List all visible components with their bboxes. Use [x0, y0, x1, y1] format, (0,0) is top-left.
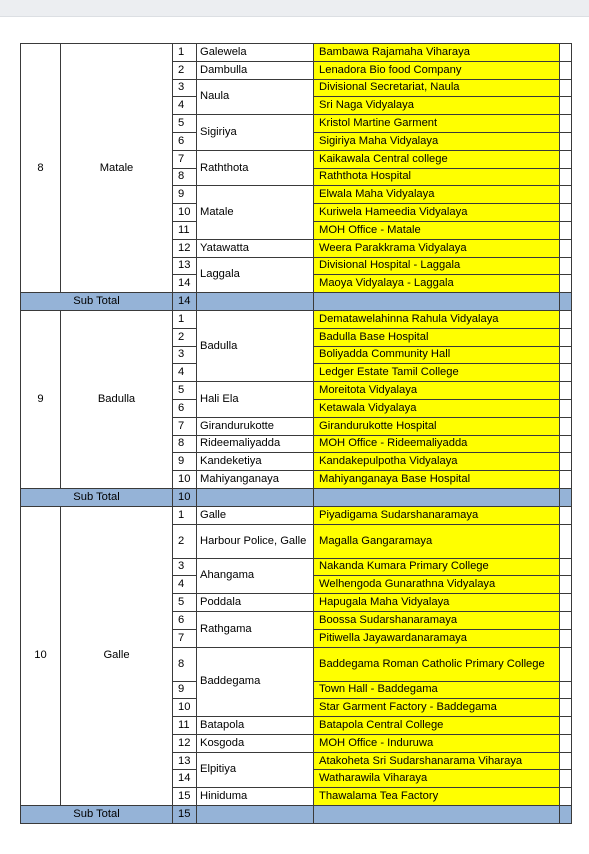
location-cell: Maoya Vidyalaya - Laggala [314, 275, 560, 293]
subtotal-blank-cell [560, 293, 572, 311]
location-cell: Piyadigama Sudarshanaramaya [314, 506, 560, 524]
site-number-cell: 9 [173, 453, 197, 471]
subtotal-value-cell: 15 [173, 806, 197, 824]
location-cell: Town Hall - Baddegama [314, 681, 560, 699]
location-cell: Elwala Maha Vidyalaya [314, 186, 560, 204]
site-number-cell: 3 [173, 558, 197, 576]
blank-cell [560, 61, 572, 79]
subtotal-value-cell: 10 [173, 488, 197, 506]
division-name-cell: Raththota [197, 150, 314, 186]
site-number-cell: 5 [173, 382, 197, 400]
blank-cell [560, 168, 572, 186]
division-name-cell: Badulla [197, 310, 314, 381]
location-cell: Batapola Central College [314, 717, 560, 735]
site-number-cell: 7 [173, 629, 197, 647]
location-cell: Divisional Secretariat, Naula [314, 79, 560, 97]
location-cell: Divisional Hospital - Laggala [314, 257, 560, 275]
blank-cell [560, 275, 572, 293]
blank-cell [560, 699, 572, 717]
blank-cell [560, 435, 572, 453]
location-cell: Hapugala Maha Vidyalaya [314, 594, 560, 612]
site-number-cell: 11 [173, 221, 197, 239]
table-body [21, 44, 572, 824]
division-name-cell: Mahiyanganaya [197, 471, 314, 489]
site-number-cell: 7 [173, 150, 197, 168]
location-cell: Raththota Hospital [314, 168, 560, 186]
subtotal-label-cell: Sub Total [21, 488, 173, 506]
site-number-cell: 9 [173, 681, 197, 699]
division-name-cell: Rathgama [197, 611, 314, 647]
division-name-cell: Rideemaliyadda [197, 435, 314, 453]
division-name-cell: Matale [197, 186, 314, 239]
location-cell: Ketawala Vidyalaya [314, 399, 560, 417]
district-name-cell: Galle [61, 506, 173, 805]
subtotal-blank-cell [197, 806, 314, 824]
location-cell: MOH Office - Matale [314, 221, 560, 239]
top-toolbar-strip [0, 0, 589, 17]
site-number-cell: 2 [173, 61, 197, 79]
blank-cell [560, 382, 572, 400]
site-number-cell: 11 [173, 717, 197, 735]
location-cell: Kristol Martine Garment [314, 115, 560, 133]
subtotal-label-cell: Sub Total [21, 806, 173, 824]
blank-cell [560, 611, 572, 629]
site-number-cell: 1 [173, 310, 197, 328]
division-name-cell: Galewela [197, 44, 314, 62]
blank-cell [560, 453, 572, 471]
location-cell: Thawalama Tea Factory [314, 788, 560, 806]
site-number-cell: 10 [173, 699, 197, 717]
site-number-cell: 5 [173, 594, 197, 612]
blank-cell [560, 524, 572, 558]
group-number-cell: 9 [21, 310, 61, 488]
subtotal-blank-cell [314, 293, 560, 311]
location-cell: Dematawelahinna Rahula Vidyalaya [314, 310, 560, 328]
site-number-cell: 12 [173, 239, 197, 257]
site-number-cell: 1 [173, 506, 197, 524]
site-number-cell: 8 [173, 647, 197, 681]
subtotal-blank-cell [314, 806, 560, 824]
division-name-cell: Naula [197, 79, 314, 115]
subtotal-row [21, 806, 572, 824]
blank-cell [560, 79, 572, 97]
blank-cell [560, 186, 572, 204]
subtotal-blank-cell [197, 488, 314, 506]
site-number-cell: 6 [173, 611, 197, 629]
location-cell: Lenadora Bio food Company [314, 61, 560, 79]
blank-cell [560, 681, 572, 699]
blank-cell [560, 471, 572, 489]
location-cell: Atakoheta Sri Sudarshanarama Viharaya [314, 752, 560, 770]
division-name-cell: Sigiriya [197, 115, 314, 151]
site-number-cell: 8 [173, 168, 197, 186]
division-name-cell: Baddegama [197, 647, 314, 717]
division-name-cell: Galle [197, 506, 314, 524]
subtotal-row [21, 488, 572, 506]
subtotal-blank-cell [560, 488, 572, 506]
blank-cell [560, 150, 572, 168]
division-name-cell: Dambulla [197, 61, 314, 79]
division-name-cell: Kosgoda [197, 734, 314, 752]
location-cell: Moreitota Vidyalaya [314, 382, 560, 400]
district-locations-table [20, 43, 572, 824]
location-cell: Baddegama Roman Catholic Primary College [314, 647, 560, 681]
location-cell: Kandakepulpotha Vidyalaya [314, 453, 560, 471]
site-number-cell: 2 [173, 328, 197, 346]
blank-cell [560, 770, 572, 788]
blank-cell [560, 417, 572, 435]
division-name-cell: Poddala [197, 594, 314, 612]
site-number-cell: 2 [173, 524, 197, 558]
division-name-cell: Batapola [197, 717, 314, 735]
division-name-cell: Ahangama [197, 558, 314, 594]
blank-cell [560, 558, 572, 576]
site-number-cell: 12 [173, 734, 197, 752]
site-number-cell: 14 [173, 275, 197, 293]
division-name-cell: Harbour Police, Galle [197, 524, 314, 558]
blank-cell [560, 788, 572, 806]
blank-cell [560, 328, 572, 346]
site-number-cell: 6 [173, 132, 197, 150]
blank-cell [560, 364, 572, 382]
location-cell: Boliyadda Community Hall [314, 346, 560, 364]
location-cell: Ledger Estate Tamil College [314, 364, 560, 382]
location-cell: Magalla Gangaramaya [314, 524, 560, 558]
location-cell: MOH Office - Rideemaliyadda [314, 435, 560, 453]
site-number-cell: 8 [173, 435, 197, 453]
blank-cell [560, 221, 572, 239]
location-cell: Girandurukotte Hospital [314, 417, 560, 435]
location-cell: Pitiwella Jayawardanaramaya [314, 629, 560, 647]
location-cell: Nakanda Kumara Primary College [314, 558, 560, 576]
subtotal-label-cell: Sub Total [21, 293, 173, 311]
subtotal-blank-cell [560, 806, 572, 824]
blank-cell [560, 717, 572, 735]
blank-cell [560, 346, 572, 364]
site-number-cell: 13 [173, 257, 197, 275]
location-cell: Kaikawala Central college [314, 150, 560, 168]
location-cell: Badulla Base Hospital [314, 328, 560, 346]
subtotal-blank-cell [197, 293, 314, 311]
site-number-cell: 9 [173, 186, 197, 204]
blank-cell [560, 310, 572, 328]
division-name-cell: Elpitiya [197, 752, 314, 788]
table-row [21, 506, 572, 524]
district-name-cell: Matale [61, 44, 173, 293]
location-cell: Watharawila Viharaya [314, 770, 560, 788]
blank-cell [560, 647, 572, 681]
blank-cell [560, 239, 572, 257]
site-number-cell: 15 [173, 788, 197, 806]
site-number-cell: 4 [173, 576, 197, 594]
site-number-cell: 3 [173, 79, 197, 97]
group-number-cell: 10 [21, 506, 61, 805]
location-cell: Welhengoda Gunarathna Vidyalaya [314, 576, 560, 594]
site-number-cell: 3 [173, 346, 197, 364]
site-number-cell: 5 [173, 115, 197, 133]
blank-cell [560, 257, 572, 275]
blank-cell [560, 399, 572, 417]
location-cell: Sri Naga Vidyalaya [314, 97, 560, 115]
blank-cell [560, 44, 572, 62]
blank-cell [560, 115, 572, 133]
division-name-cell: Hiniduma [197, 788, 314, 806]
site-number-cell: 1 [173, 44, 197, 62]
site-number-cell: 10 [173, 204, 197, 222]
blank-cell [560, 97, 572, 115]
blank-cell [560, 204, 572, 222]
division-name-cell: Yatawatta [197, 239, 314, 257]
group-number-cell: 8 [21, 44, 61, 293]
location-cell: Mahiyanganaya Base Hospital [314, 471, 560, 489]
subtotal-blank-cell [314, 488, 560, 506]
table-row [21, 310, 572, 328]
site-number-cell: 7 [173, 417, 197, 435]
location-cell: Bambawa Rajamaha Viharaya [314, 44, 560, 62]
subtotal-row [21, 293, 572, 311]
blank-cell [560, 594, 572, 612]
subtotal-value-cell: 14 [173, 293, 197, 311]
location-cell: Kuriwela Hameedia Vidyalaya [314, 204, 560, 222]
blank-cell [560, 734, 572, 752]
blank-cell [560, 629, 572, 647]
site-number-cell: 6 [173, 399, 197, 417]
location-cell: MOH Office - Induruwa [314, 734, 560, 752]
blank-cell [560, 752, 572, 770]
blank-cell [560, 506, 572, 524]
district-name-cell: Badulla [61, 310, 173, 488]
site-number-cell: 4 [173, 97, 197, 115]
location-cell: Boossa Sudarshanaramaya [314, 611, 560, 629]
location-cell: Weera Parakkrama Vidyalaya [314, 239, 560, 257]
site-number-cell: 13 [173, 752, 197, 770]
site-number-cell: 10 [173, 471, 197, 489]
blank-cell [560, 576, 572, 594]
table-row [21, 44, 572, 62]
location-cell: Sigiriya Maha Vidyalaya [314, 132, 560, 150]
blank-cell [560, 132, 572, 150]
location-cell: Star Garment Factory - Baddegama [314, 699, 560, 717]
division-name-cell: Kandeketiya [197, 453, 314, 471]
division-name-cell: Girandurukotte [197, 417, 314, 435]
site-number-cell: 14 [173, 770, 197, 788]
site-number-cell: 4 [173, 364, 197, 382]
division-name-cell: Laggala [197, 257, 314, 293]
division-name-cell: Hali Ela [197, 382, 314, 418]
